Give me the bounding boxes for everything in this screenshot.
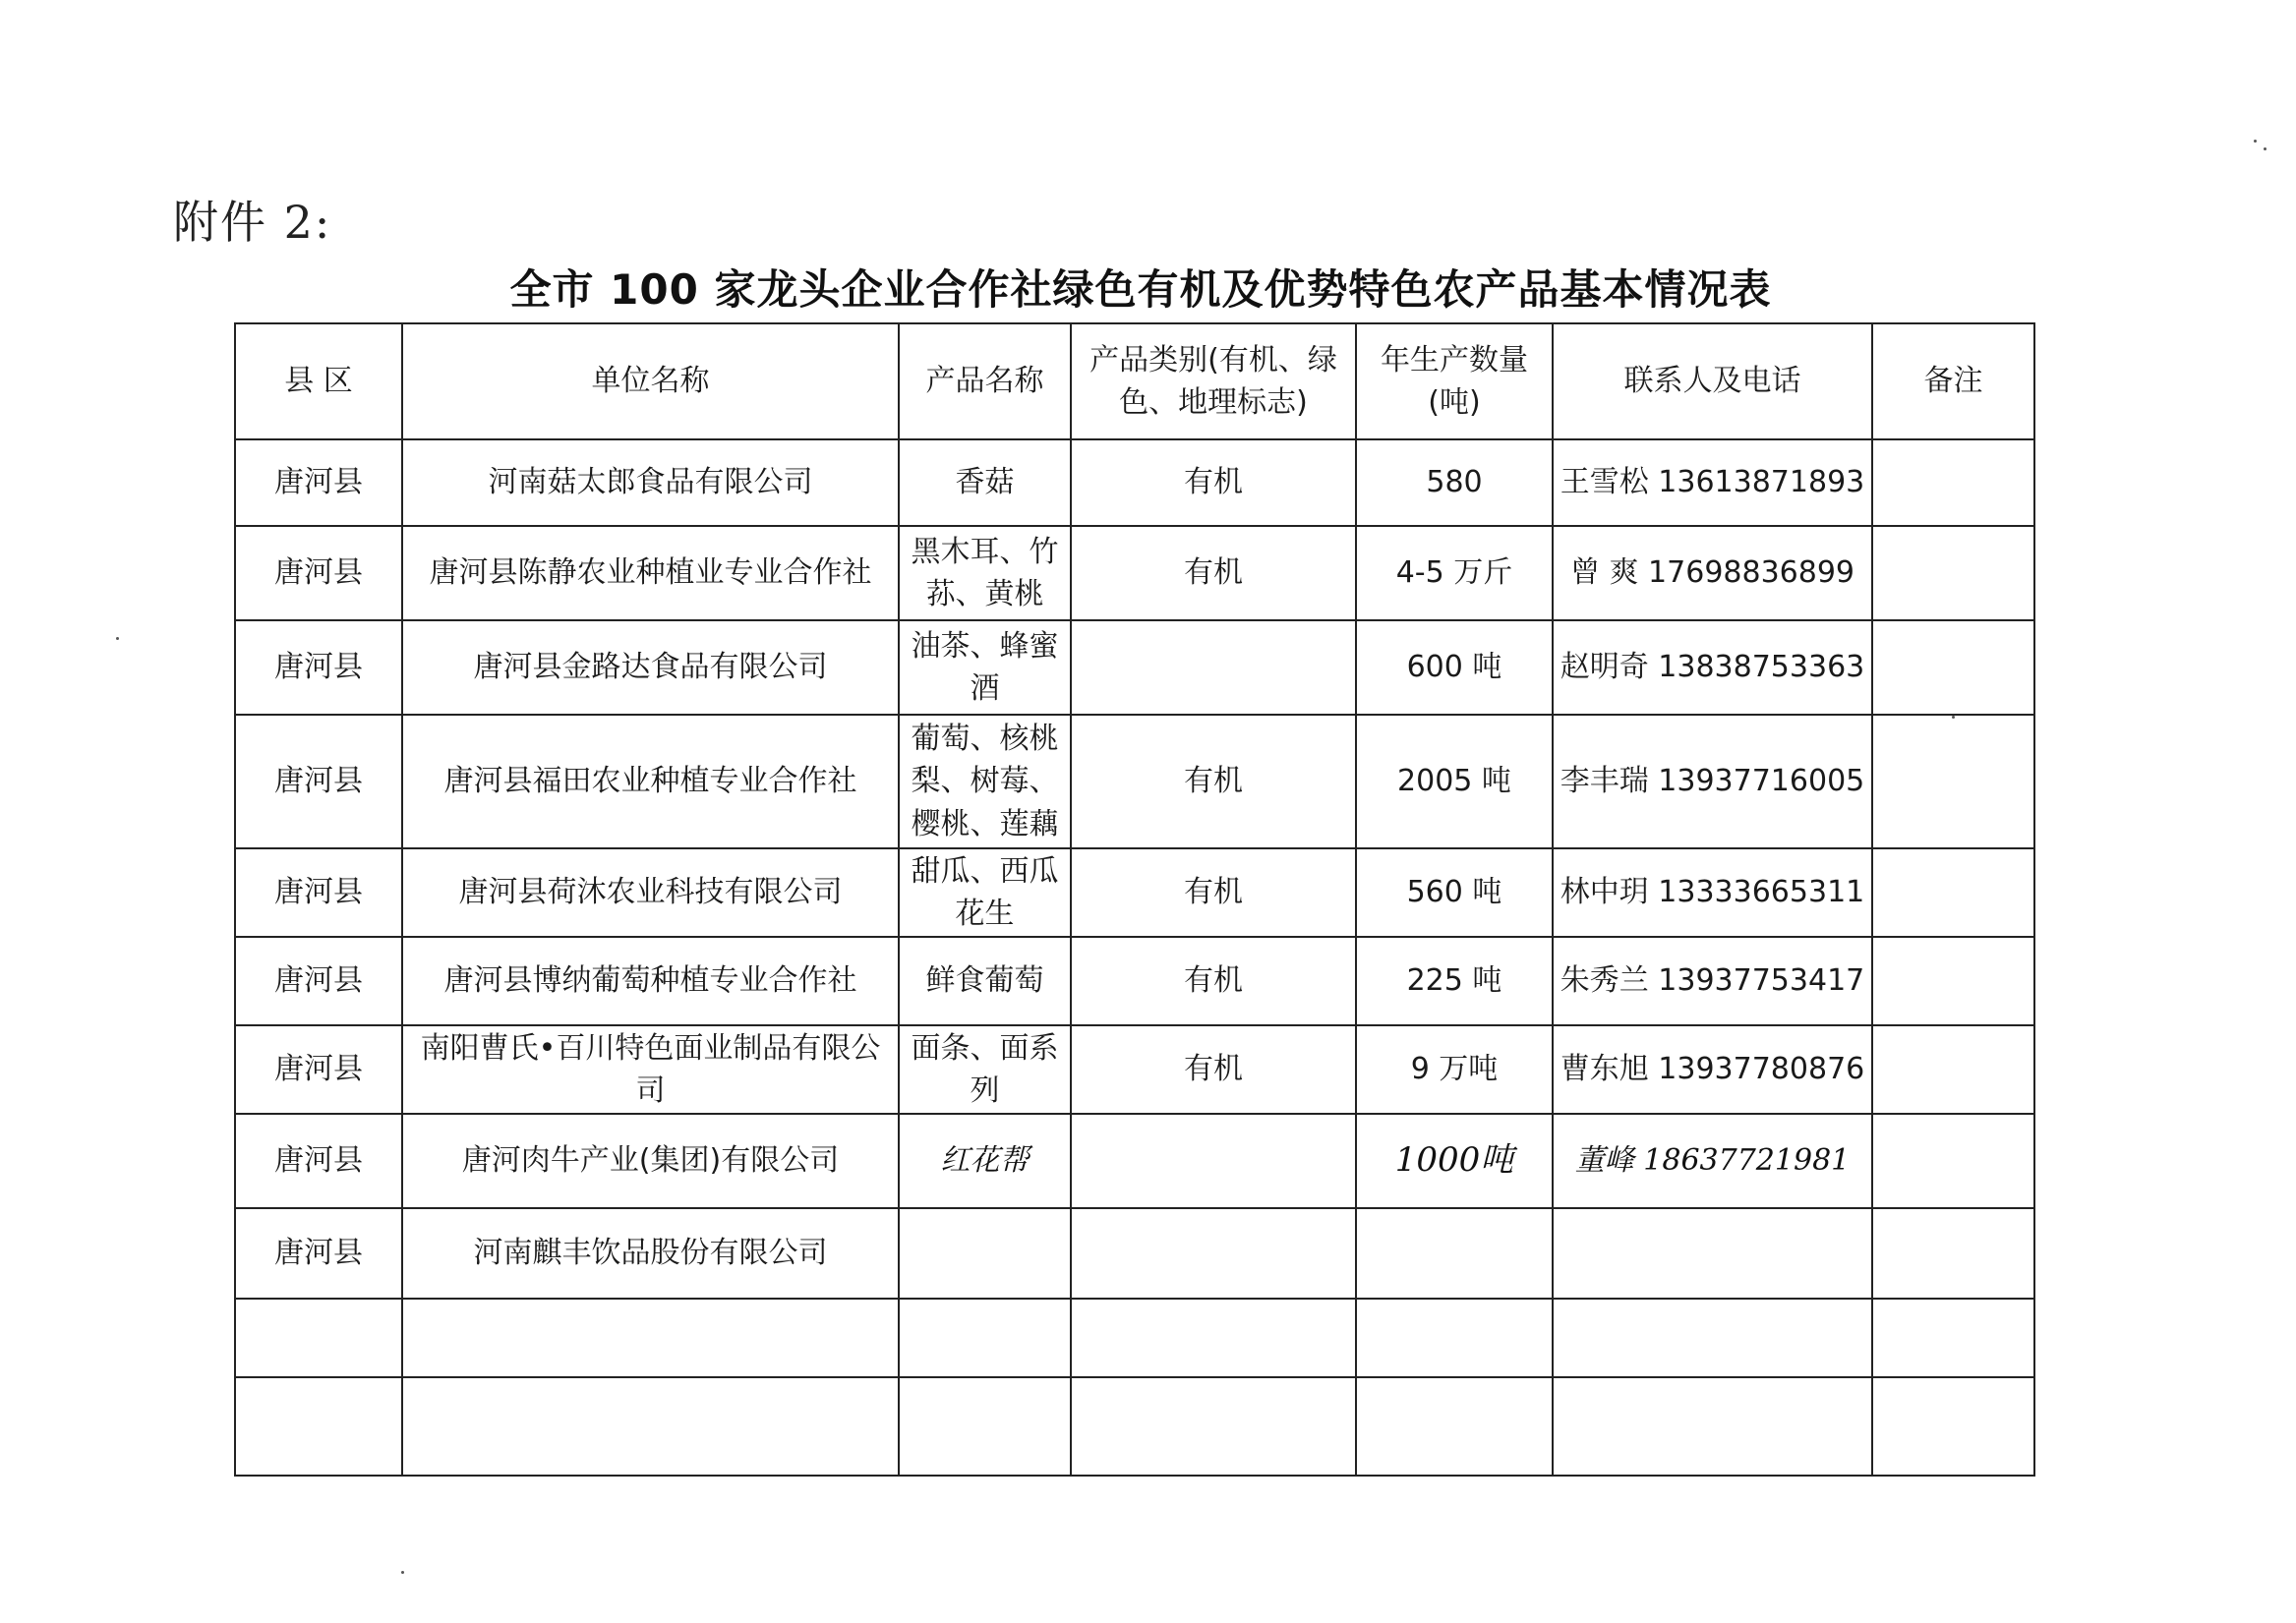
cell-county: 唐河县 xyxy=(235,1025,402,1114)
cell-product-name xyxy=(899,1208,1071,1299)
attachment-label: 附件 2: xyxy=(173,196,332,249)
cell-unit-name: 唐河县福田农业种植专业合作社 xyxy=(402,715,899,848)
header-contact: 联系人及电话 xyxy=(1553,323,1872,439)
cell-unit-name: 唐河县博纳葡萄种植专业合作社 xyxy=(402,937,899,1025)
cell-product-name: 黑木耳、竹荪、黄桃 xyxy=(899,526,1071,620)
cell-contact xyxy=(1553,1377,1872,1476)
cell-contact-handwritten: 董峰 18637721981 xyxy=(1553,1114,1872,1208)
header-annual-output: 年生产数量(吨) xyxy=(1356,323,1553,439)
cell-county: 唐河县 xyxy=(235,439,402,526)
cell-output-handwritten: 1000吨 xyxy=(1356,1114,1553,1208)
cell-county xyxy=(235,1299,402,1377)
cell-remarks xyxy=(1872,1025,2034,1114)
header-remarks: 备注 xyxy=(1872,323,2034,439)
cell-contact: 朱秀兰 13937753417 xyxy=(1553,937,1872,1025)
cell-remarks xyxy=(1872,1114,2034,1208)
cell-unit-name: 河南麒丰饮品股份有限公司 xyxy=(402,1208,899,1299)
cell-unit-name: 南阳曹氏•百川特色面业制品有限公司 xyxy=(402,1025,899,1114)
cell-output: 560 吨 xyxy=(1356,848,1553,937)
cell-output: 580 xyxy=(1356,439,1553,526)
table-row xyxy=(235,526,2034,620)
cell-remarks xyxy=(1872,1299,2034,1377)
cell-category: 有机 xyxy=(1071,526,1356,620)
cell-remarks xyxy=(1872,439,2034,526)
cell-unit-name: 河南菇太郎食品有限公司 xyxy=(402,439,899,526)
table-row xyxy=(235,620,2034,715)
cell-category: 有机 xyxy=(1071,1025,1356,1114)
cell-county: 唐河县 xyxy=(235,937,402,1025)
cell-contact: 王雪松 13613871893 xyxy=(1553,439,1872,526)
cell-unit-name: 唐河肉牛产业(集团)有限公司 xyxy=(402,1114,899,1208)
cell-county: 唐河县 xyxy=(235,1114,402,1208)
cell-contact: 李丰瑞 13937716005 xyxy=(1553,715,1872,848)
table-row xyxy=(235,1299,2034,1377)
cell-remarks xyxy=(1872,620,2034,715)
cell-product-name: 鲜食葡萄 xyxy=(899,937,1071,1025)
table-row xyxy=(235,937,2034,1025)
cell-unit-name xyxy=(402,1377,899,1476)
cell-product-name: 葡萄、核桃梨、树莓、樱桃、莲藕 xyxy=(899,715,1071,848)
cell-category xyxy=(1071,620,1356,715)
cell-county: 唐河县 xyxy=(235,526,402,620)
cell-contact: 林中玥 13333665311 xyxy=(1553,848,1872,937)
cell-contact: 赵明奇 13838753363 xyxy=(1553,620,1872,715)
cell-county xyxy=(235,1377,402,1476)
cell-output xyxy=(1356,1377,1553,1476)
table-row xyxy=(235,848,2034,937)
header-unit-name: 单位名称 xyxy=(402,323,899,439)
cell-category: 有机 xyxy=(1071,848,1356,937)
cell-output: 9 万吨 xyxy=(1356,1025,1553,1114)
cell-county: 唐河县 xyxy=(235,715,402,848)
cell-category xyxy=(1071,1377,1356,1476)
cell-category xyxy=(1071,1114,1356,1208)
table-row xyxy=(235,715,2034,848)
header-product-name: 产品名称 xyxy=(899,323,1071,439)
cell-output: 225 吨 xyxy=(1356,937,1553,1025)
table-row xyxy=(235,1025,2034,1114)
cell-category xyxy=(1071,1299,1356,1377)
cell-county: 唐河县 xyxy=(235,1208,402,1299)
cell-output xyxy=(1356,1208,1553,1299)
header-county: 县 区 xyxy=(235,323,402,439)
cell-category: 有机 xyxy=(1071,937,1356,1025)
cell-county: 唐河县 xyxy=(235,620,402,715)
cell-output: 600 吨 xyxy=(1356,620,1553,715)
cell-contact xyxy=(1553,1208,1872,1299)
cell-unit-name xyxy=(402,1299,899,1377)
cell-unit-name: 唐河县金路达食品有限公司 xyxy=(402,620,899,715)
cell-output xyxy=(1356,1299,1553,1377)
scan-speck xyxy=(2254,140,2257,143)
cell-product-name xyxy=(899,1377,1071,1476)
header-product-category: 产品类别(有机、绿色、地理标志) xyxy=(1071,323,1356,439)
scan-speck xyxy=(1952,716,1955,719)
cell-remarks xyxy=(1872,937,2034,1025)
cell-contact xyxy=(1553,1299,1872,1377)
cell-unit-name: 唐河县陈静农业种植业专业合作社 xyxy=(402,526,899,620)
cell-remarks xyxy=(1872,1208,2034,1299)
cell-product-name xyxy=(899,1299,1071,1377)
cell-product-name-handwritten: 红花帮 xyxy=(899,1114,1071,1208)
cell-remarks xyxy=(1872,848,2034,937)
table-row xyxy=(235,1377,2034,1476)
cell-category: 有机 xyxy=(1071,715,1356,848)
table-row xyxy=(235,1114,2034,1208)
cell-remarks xyxy=(1872,715,2034,848)
table-row xyxy=(235,1208,2034,1299)
cell-contact: 曾 爽 17698836899 xyxy=(1553,526,1872,620)
cell-output: 2005 吨 xyxy=(1356,715,1553,848)
cell-category xyxy=(1071,1208,1356,1299)
cell-contact: 曹东旭 13937780876 xyxy=(1553,1025,1872,1114)
cell-product-name: 香菇 xyxy=(899,439,1071,526)
cell-unit-name: 唐河县荷沐农业科技有限公司 xyxy=(402,848,899,937)
scan-speck xyxy=(401,1571,404,1574)
scan-speck xyxy=(116,637,119,640)
product-table xyxy=(234,322,2035,1477)
table-header-row xyxy=(235,323,2034,439)
cell-product-name: 油茶、蜂蜜酒 xyxy=(899,620,1071,715)
cell-category: 有机 xyxy=(1071,439,1356,526)
cell-output: 4-5 万斤 xyxy=(1356,526,1553,620)
cell-county: 唐河县 xyxy=(235,848,402,937)
cell-product-name: 甜瓜、西瓜花生 xyxy=(899,848,1071,937)
scan-speck xyxy=(2264,147,2267,150)
table-row xyxy=(235,439,2034,526)
cell-remarks xyxy=(1872,1377,2034,1476)
cell-product-name: 面条、面系列 xyxy=(899,1025,1071,1114)
document-title: 全市 100 家龙头企业合作社绿色有机及优势特色农产品基本情况表 xyxy=(509,265,1772,314)
cell-remarks xyxy=(1872,526,2034,620)
